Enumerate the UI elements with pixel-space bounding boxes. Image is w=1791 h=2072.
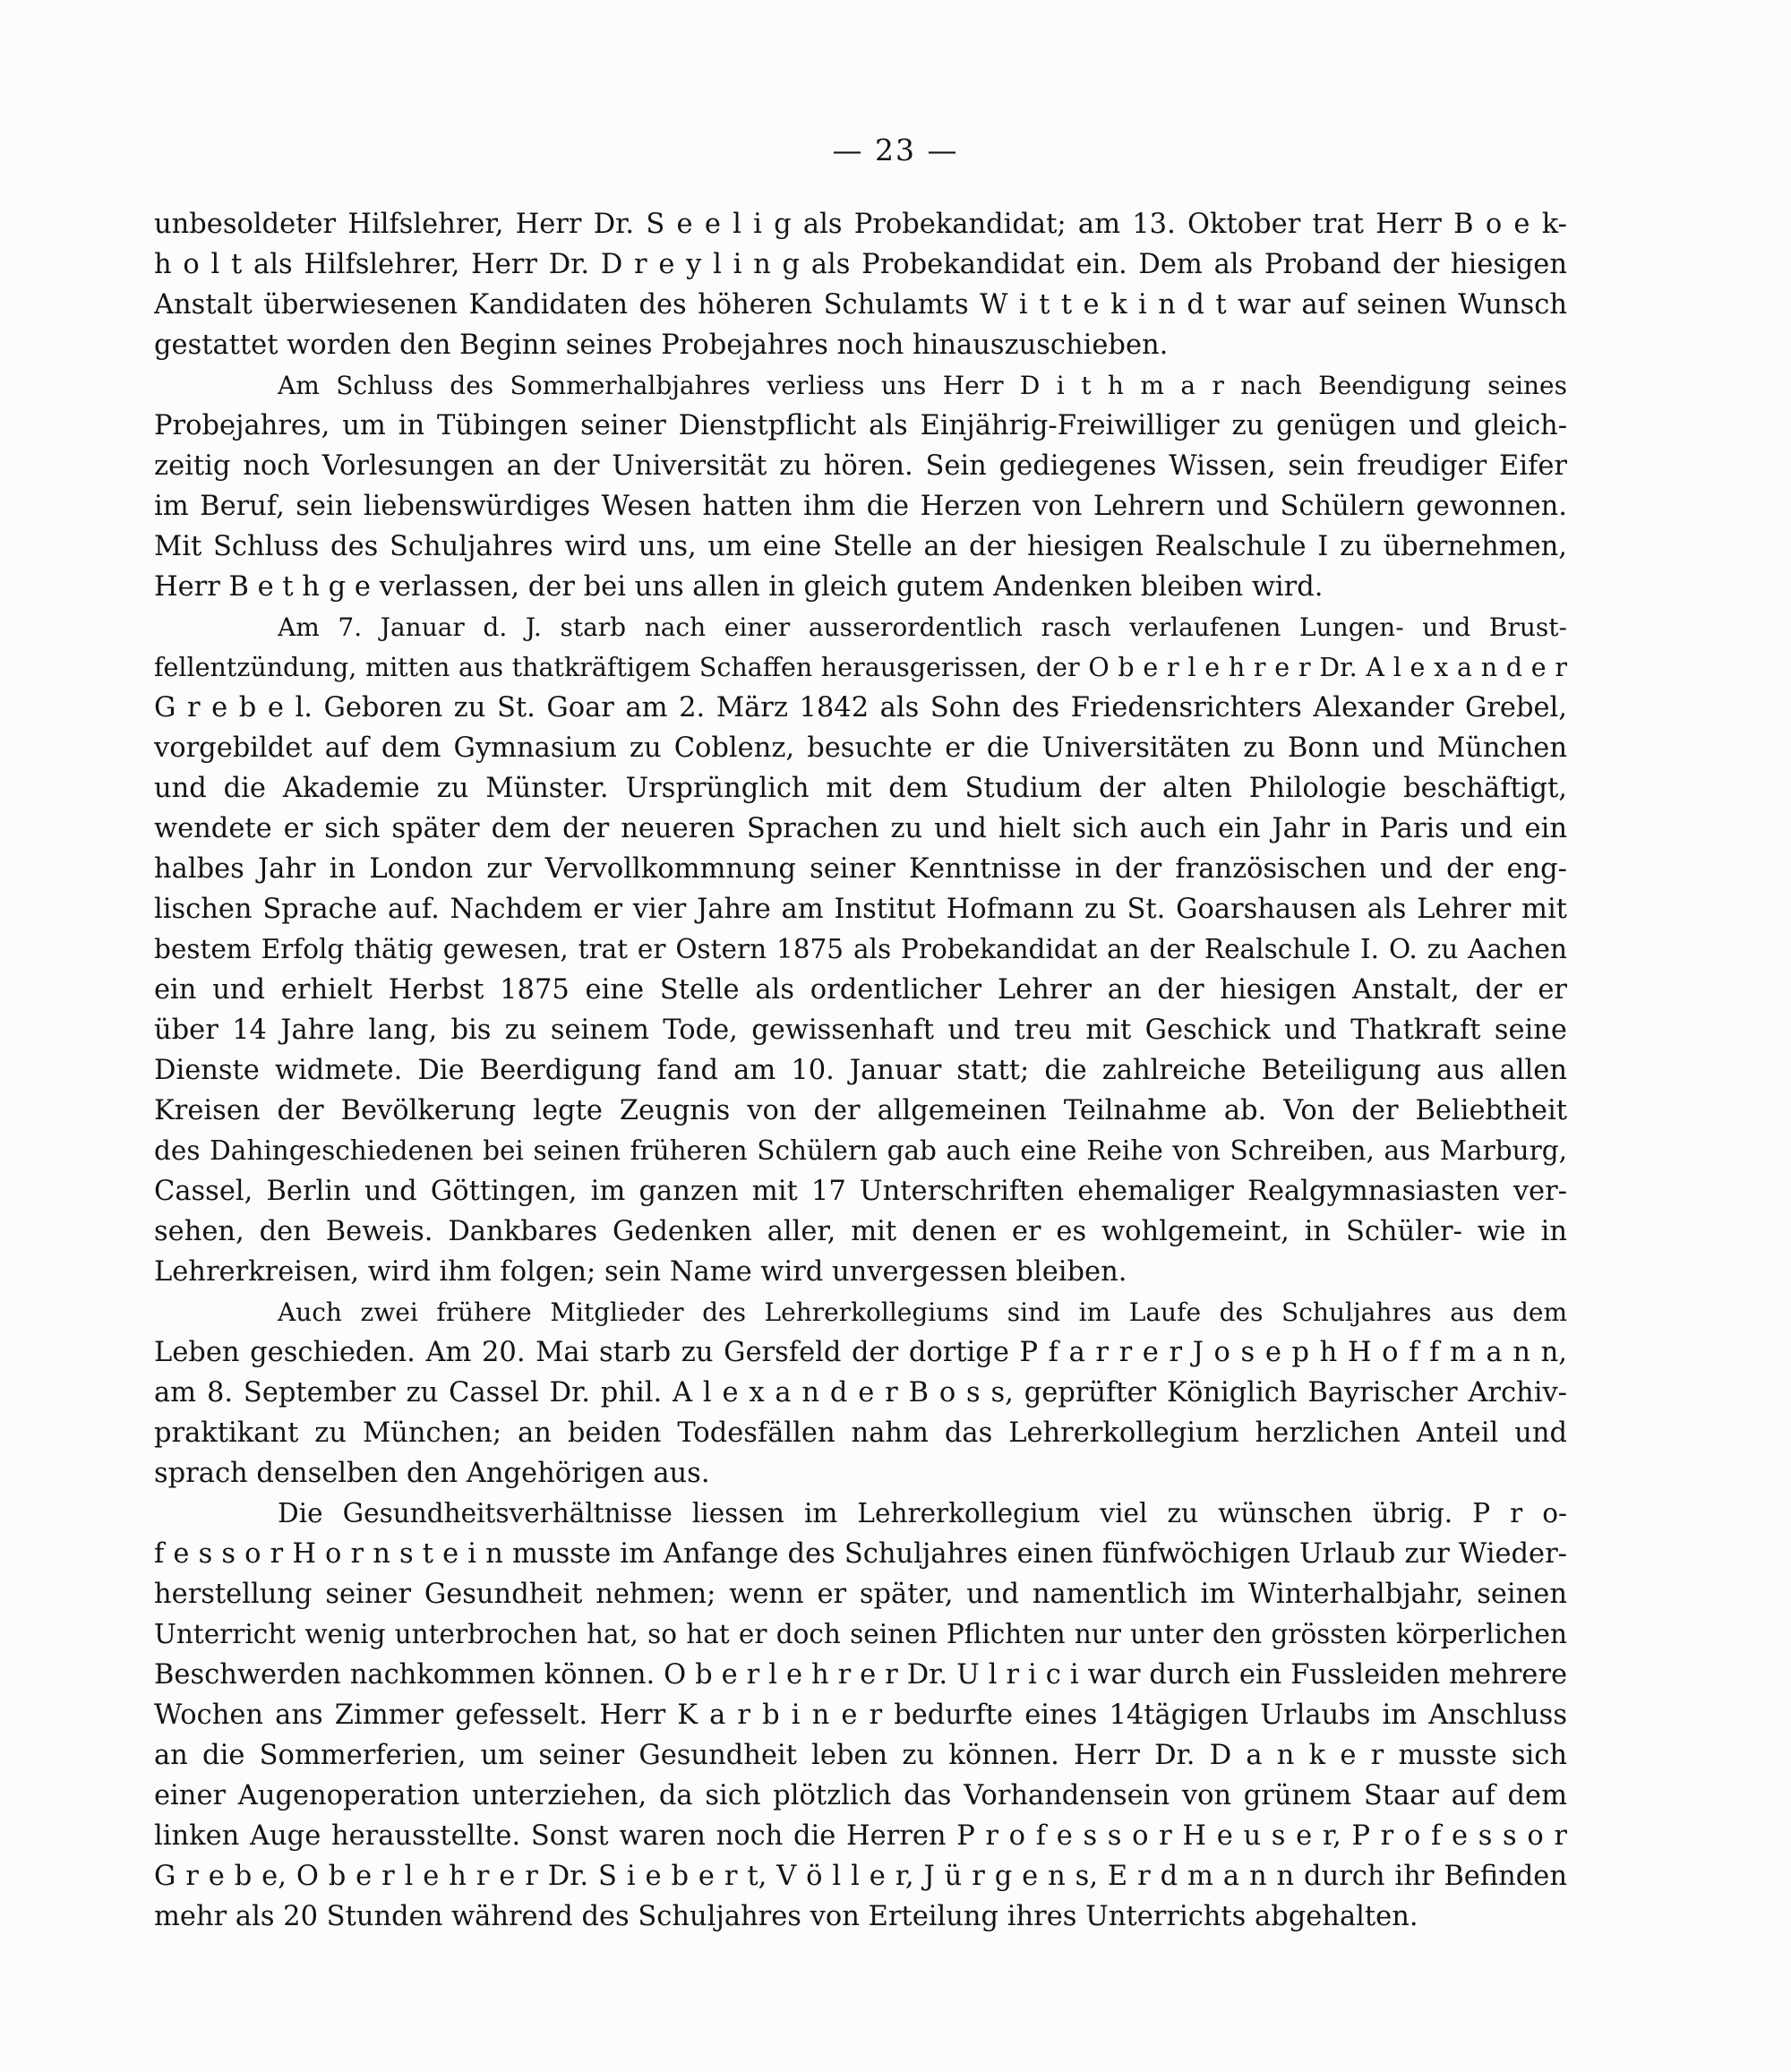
text-line: ein und erhielt Herbst 1875 eine Stelle als ordentlicher Lehrer an der hiesigen Anstalt, der er [154, 974, 1567, 1006]
text-line: Unterricht wenig unterbrochen hat, so hat er doch seinen Pflichten nur unter den grössten körperlichen [154, 1619, 1567, 1649]
text-line: über 14 Jahre lang, bis zu seinem Tode, gewissenhaft und treu mit Geschick und Thatkraft seine [154, 1015, 1567, 1046]
text-line: Kreisen der Bevölkerung legte Zeugnis von der allgemeinen Teilnahme ab. Von der Beliebtheit [154, 1095, 1567, 1126]
text-line: zeitig noch Vorlesungen an der Universität zu hören. Sein gediegenes Wissen, sein freudiger Eifer [154, 450, 1567, 482]
text-line: Leben geschieden. Am 20. Mai starb zu Gersfeld der dortige P f a r r e r J o s e p h H o f f m a n n, [154, 1337, 1567, 1368]
text-line: herstellung seiner Gesundheit nehmen; wenn er später, und namentlich im Winterhalbjahr, seinen [154, 1579, 1567, 1610]
text-line: G r e b e l. Geboren zu St. Goar am 2. März 1842 als Sohn des Friedensrichters Alexander Grebel, [154, 692, 1567, 723]
page-number: — 23 — [832, 133, 959, 167]
text-line: Cassel, Berlin und Göttingen, im ganzen mit 17 Unterschriften ehemaliger Realgymnasiasten ver- [154, 1176, 1567, 1207]
text-line: sehen, den Beweis. Dankbares Gedenken aller, mit denen er es wohlgemeint, in Schüler- wie in [154, 1216, 1567, 1247]
text-line: praktikant zu München; an beiden Todesfällen nahm das Lehrerkollegium herzlichen Anteil und [154, 1417, 1567, 1449]
body-text [154, 204, 1567, 1937]
text-line: des Dahingeschiedenen bei seinen früheren Schülern gab auch eine Reihe von Schreiben, aus Marburg, [154, 1135, 1567, 1166]
text-line: bestem Erfolg thätig gewesen, trat er Ostern 1875 als Probekandidat an der Realschule I. O. zu Aachen [154, 934, 1567, 964]
text-line: im Beruf, sein liebenswürdiges Wesen hatten ihm die Herzen von Lehrern und Schülern gewonnen. [154, 491, 1567, 522]
text-line: Auch zwei frühere Mitglieder des Lehrerkollegiums sind im Laufe des Schuljahres aus dem [278, 1297, 1567, 1327]
text-line: Die Gesundheitsverhältnisse liessen im Lehrerkollegium viel zu wünschen übrig. P r o- [278, 1498, 1567, 1528]
text-line: sprach denselben den Angehörigen aus. [154, 1458, 710, 1489]
text-line: an die Sommerferien, um seiner Gesundheit leben zu können. Herr Dr. D a n k e r musste sich [154, 1740, 1567, 1771]
text-line: Herr B e t h g e verlassen, der bei uns allen in gleich gutem Andenken bleiben wird. [154, 571, 1324, 603]
text-line: gestattet worden den Beginn seines Probejahres noch hinauszuschieben. [154, 330, 1169, 361]
text-line: fellentzündung, mitten aus thatkräftigem Schaffen herausgerissen, der O b e r l e h r e r Dr. A l e x a n d e r [154, 653, 1567, 682]
text-line: wendete er sich später dem der neueren Sprachen zu und hielt sich auch ein Jahr in Paris und ein [154, 813, 1567, 844]
text-line: Probejahres, um in Tübingen seiner Dienstpflicht als Einjährig-Freiwilliger zu genügen und gleich- [154, 410, 1567, 441]
text-line: mehr als 20 Stunden während des Schuljahres von Erteilung ihres Unterrichts abgehalten. [154, 1901, 1418, 1932]
text-line: f e s s o r H o r n s t e i n musste im Anfange des Schuljahres einen fünfwöchigen Urlaub zur Wieder- [154, 1538, 1567, 1570]
text-line: Anstalt überwiesenen Kandidaten des höheren Schulamts W i t t e k i n d t war auf seinen Wunsch [154, 289, 1567, 321]
text-line: vorgebildet auf dem Gymnasium zu Coblenz, besuchte er die Universitäten zu Bonn und München [154, 732, 1567, 764]
text-line: Wochen ans Zimmer gefesselt. Herr K a r b i n e r bedurfte eines 14tägigen Urlaubs im Anschluss [154, 1700, 1567, 1731]
text-line: Lehrerkreisen, wird ihm folgen; sein Name wird unvergessen bleiben. [154, 1256, 1127, 1288]
text-line: am 8. September zu Cassel Dr. phil. A l e x a n d e r B o s s, geprüfter Königlich Bayrischer Archiv- [154, 1377, 1567, 1408]
text-line: unbesoldeter Hilfslehrer, Herr Dr. S e e l i g als Probekandidat; am 13. Oktober trat Herr B o e k- [154, 209, 1567, 240]
text-line: G r e b e, O b e r l e h r e r Dr. S i e b e r t, V ö l l e r, J ü r g e n s, E r d m a n n durch ihr Befinden [154, 1861, 1567, 1892]
text-line: lischen Sprache auf. Nachdem er vier Jahre am Institut Hofmann zu St. Goarshausen als Lehrer mit [154, 894, 1567, 925]
text-line: Mit Schluss des Schuljahres wird uns, um eine Stelle an der hiesigen Realschule I zu übernehmen, [154, 531, 1567, 562]
text-line: und die Akademie zu Münster. Ursprünglich mit dem Studium der alten Philologie beschäftigt, [154, 773, 1567, 804]
text-line: Dienste widmete. Die Beerdigung fand am 10. Januar statt; die zahlreiche Beteiligung aus allen [154, 1055, 1567, 1086]
text-line: Beschwerden nachkommen können. O b e r l e h r e r Dr. U l r i c i war durch ein Fussleiden mehrere [154, 1659, 1567, 1691]
text-line: Am 7. Januar d. J. starb nach einer ausserordentlich rasch verlaufenen Lungen- und Brust- [278, 612, 1567, 642]
text-line: linken Auge herausstellte. Sonst waren noch die Herren P r o f e s s o r H e u s e r, P r o f e s s o r [154, 1820, 1567, 1852]
text-line: einer Augenoperation unterziehen, da sich plötzlich das Vorhandensein von grünem Staar auf dem [154, 1780, 1567, 1811]
text-line: halbes Jahr in London zur Vervollkommnung seiner Kenntnisse in der französischen und der eng- [154, 853, 1567, 885]
text-line: Am Schluss des Sommerhalbjahres verliess uns Herr D i t h m a r nach Beendigung seines [278, 371, 1567, 400]
text-line: h o l t als Hilfslehrer, Herr Dr. D r e y l i n g als Probekandidat ein. Dem als Proband der hiesigen [154, 249, 1567, 280]
